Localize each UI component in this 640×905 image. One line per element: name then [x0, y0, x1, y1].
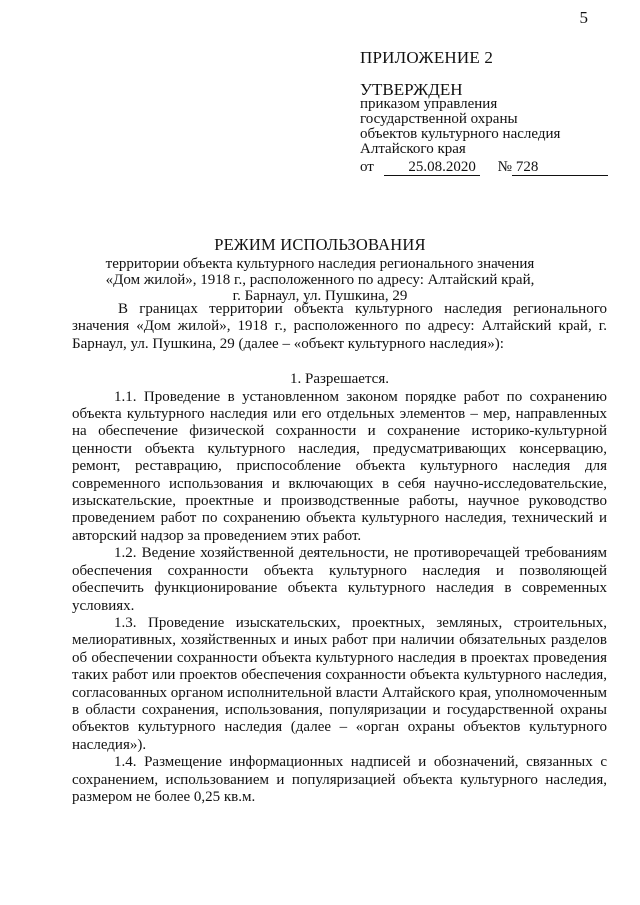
document-body — [72, 301, 607, 806]
order-line-2: государственной охраны — [360, 111, 518, 127]
subtitle-line-2: «Дом жилой», 1918 г., расположенного по адресу: Алтайский край, — [105, 272, 535, 288]
intro-paragraph: В границах территории объекта культурного наследия регионального значения «Дом жилой», 1918 г., расположенного по адресу: Алтайский край, г. Барнаул, ул. Пушкина, 29 (далее – «объект культурного наследия»): — [72, 301, 607, 352]
subtitle-line-1: территории объекта культурного наследия регионального значения — [105, 256, 535, 272]
item-1-1: 1.1. Проведение в установленном законом порядке работ по сохранению объекта культурного наследия или его отдельных элементов – мер, направленных на обеспечение физической сохранности и сохранение историко-культурной ценности объекта культурного наследия, предусматривающих консервацию, ремонт, реставрацию, приспособление объекта культурного наследия для современного использования и включающих в себя научно-исследовательские, изыскательские, проектные и производственные работы, научное руководство проведением работ по сохранению объекта культурного наследия, технический и авторский надзор за проведением этих работ. — [72, 388, 607, 544]
page-number: 5 — [579, 8, 588, 27]
item-1-2: 1.2. Ведение хозяйственной деятельности, не противоречащей требованиям обеспечения сохранности объекта культурного наследия и позволяющей обеспечить функционирование объекта культурного наследия в современных условиях. — [72, 545, 607, 614]
order-line-3: объектов культурного наследия — [360, 126, 561, 142]
order-date-number-row — [360, 160, 610, 176]
from-label: от — [360, 159, 374, 175]
section-heading: 1. Разрешается. — [290, 371, 389, 388]
document-title-block — [0, 236, 640, 304]
order-line-4: Алтайского края — [360, 141, 466, 157]
document-title: РЕЖИМ ИСПОЛЬЗОВАНИЯ — [214, 235, 426, 254]
order-line-1: приказом управления — [360, 96, 498, 112]
appendix-label: ПРИЛОЖЕНИЕ 2 — [360, 48, 494, 67]
approved-label: УТВЕРЖДЕН — [360, 80, 463, 99]
item-1-4: 1.4. Размещение информационных надписей и обозначений, связанных с сохранением, использованием и популяризацией объекта культурного наследия, размером не более 0,25 кв.м. — [72, 754, 607, 805]
item-1-3: 1.3. Проведение изыскательских, проектных, земляных, строительных, мелиоративных, хозяйственных и иных работ при наличии обязательных разделов об обеспечении сохранности объекта культурного наследия в проектах проведения таких работ или проектов обеспечения сохранности объекта культурного наследия, согласованных органом исполнительной власти Алтайского края, уполномоченным в области сохранения, использования, популяризации и государственной охраны объектов культурного наследия (далее – «орган охраны объектов культурного наследия»). — [72, 614, 607, 753]
order-date: 25.08.2020 — [384, 160, 480, 176]
subtitle-line-3: г. Барнаул, ул. Пушкина, 29 — [232, 288, 408, 304]
approval-block — [360, 50, 610, 176]
order-number: 728 — [512, 160, 608, 176]
number-label: № — [497, 159, 512, 175]
